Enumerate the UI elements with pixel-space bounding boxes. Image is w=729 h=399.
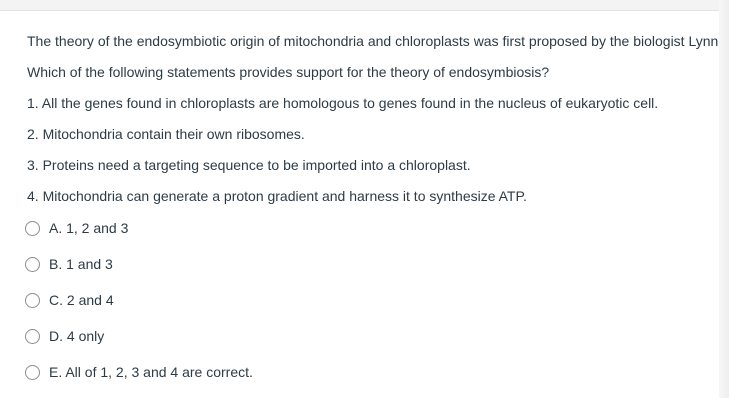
answer-label-a[interactable]: A. 1, 2 and 3 — [49, 220, 129, 236]
answer-option-b[interactable] — [25, 255, 625, 291]
answer-option-c[interactable] — [25, 291, 625, 327]
answer-option-a[interactable] — [25, 219, 625, 255]
answer-label-c[interactable]: C. 2 and 4 — [49, 292, 114, 308]
answer-label-b[interactable]: B. 1 and 3 — [49, 256, 113, 272]
question-text — [27, 33, 727, 219]
answer-label-e[interactable]: E. All of 1, 2, 3 and 4 are correct. — [49, 364, 253, 380]
radio-button-d[interactable] — [25, 329, 40, 344]
answer-label-d[interactable]: D. 4 only — [49, 328, 105, 344]
question-prompt: Which of the following statements provides support for the theory of endosymbiosis? — [27, 64, 550, 80]
question-intro: The theory of the endosymbiotic origin of mitochondria and chloroplasts was first proposed by the biologist Lynn — [27, 33, 719, 49]
question-header-divider — [0, 0, 729, 11]
statement-2: 2. Mitochondria contain their own ribosomes. — [27, 126, 305, 142]
answer-options — [25, 219, 625, 399]
radio-button-a[interactable] — [25, 221, 40, 236]
answer-option-e[interactable] — [25, 363, 625, 399]
radio-button-e[interactable] — [25, 365, 40, 380]
radio-button-b[interactable] — [25, 257, 40, 272]
statement-1: 1. All the genes found in chloroplasts are homologous to genes found in the nucleus of eukaryotic cell. — [27, 95, 659, 111]
statement-3: 3. Proteins need a targeting sequence to be imported into a chloroplast. — [27, 157, 471, 173]
answer-option-d[interactable] — [25, 327, 625, 363]
radio-button-c[interactable] — [25, 293, 40, 308]
statement-4: 4. Mitochondria can generate a proton gradient and harness it to synthesize ATP. — [27, 188, 527, 204]
